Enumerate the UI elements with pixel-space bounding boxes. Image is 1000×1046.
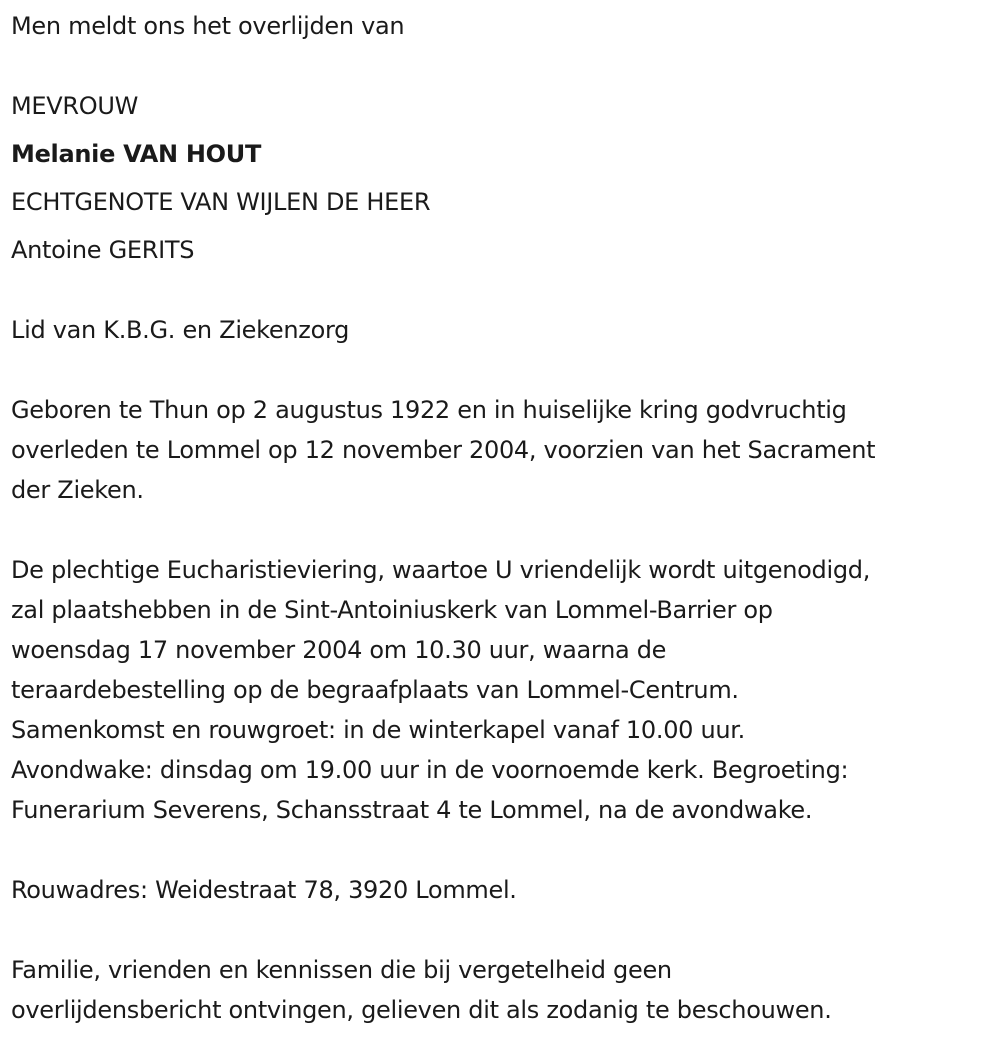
address-text: Rouwadres: Weidestraat 78, 3920 Lommel.	[11, 876, 517, 904]
title-text: MEVROUW	[11, 92, 139, 120]
paragraph-line: der Zieken.	[11, 476, 144, 504]
paragraph-line: Avondwake: dinsdag om 19.00 uur in de voornoemde kerk. Begroeting:	[11, 756, 849, 784]
paragraph-line: Funerarium Severens, Schansstraat 4 te Lommel, na de avondwake.	[11, 796, 813, 824]
paragraph-line: Samenkomst en rouwgroet: in de winterkapel vanaf 10.00 uur.	[11, 716, 745, 744]
paragraph-line: teraardebestelling op de begraafplaats van Lommel-Centrum.	[11, 676, 739, 704]
paragraph-line: zal plaatshebben in de Sint-Antoiniuskerk van Lommel-Barrier op	[11, 596, 773, 624]
paragraph-line: Familie, vrienden en kennissen die bij vergetelheid geen	[11, 956, 672, 984]
birth-death-paragraph	[11, 390, 996, 510]
relation-text: ECHTGENOTE VAN WIJLEN DE HEER	[11, 188, 431, 216]
membership-text: Lid van K.B.G. en Ziekenzorg	[11, 316, 350, 344]
intro-text: Men meldt ons het overlijden van	[11, 12, 405, 40]
paragraph-line: overleden te Lommel op 12 november 2004, voorzien van het Sacrament	[11, 436, 876, 464]
paragraph-line: woensdag 17 november 2004 om 10.30 uur, waarna de	[11, 636, 667, 664]
ceremony-paragraph	[11, 550, 996, 830]
paragraph-line: Geboren te Thun op 2 augustus 1922 en in huiselijke kring godvruchtig	[11, 396, 847, 424]
paragraph-line: overlijdensbericht ontvingen, gelieven dit als zodanig te beschouwen.	[11, 996, 832, 1024]
deceased-name: Melanie VAN HOUT	[11, 140, 262, 168]
closing-paragraph	[11, 950, 996, 1030]
spouse-name: Antoine GERITS	[11, 236, 195, 264]
paragraph-line: De plechtige Eucharistieviering, waartoe U vriendelijk wordt uitgenodigd,	[11, 556, 871, 584]
